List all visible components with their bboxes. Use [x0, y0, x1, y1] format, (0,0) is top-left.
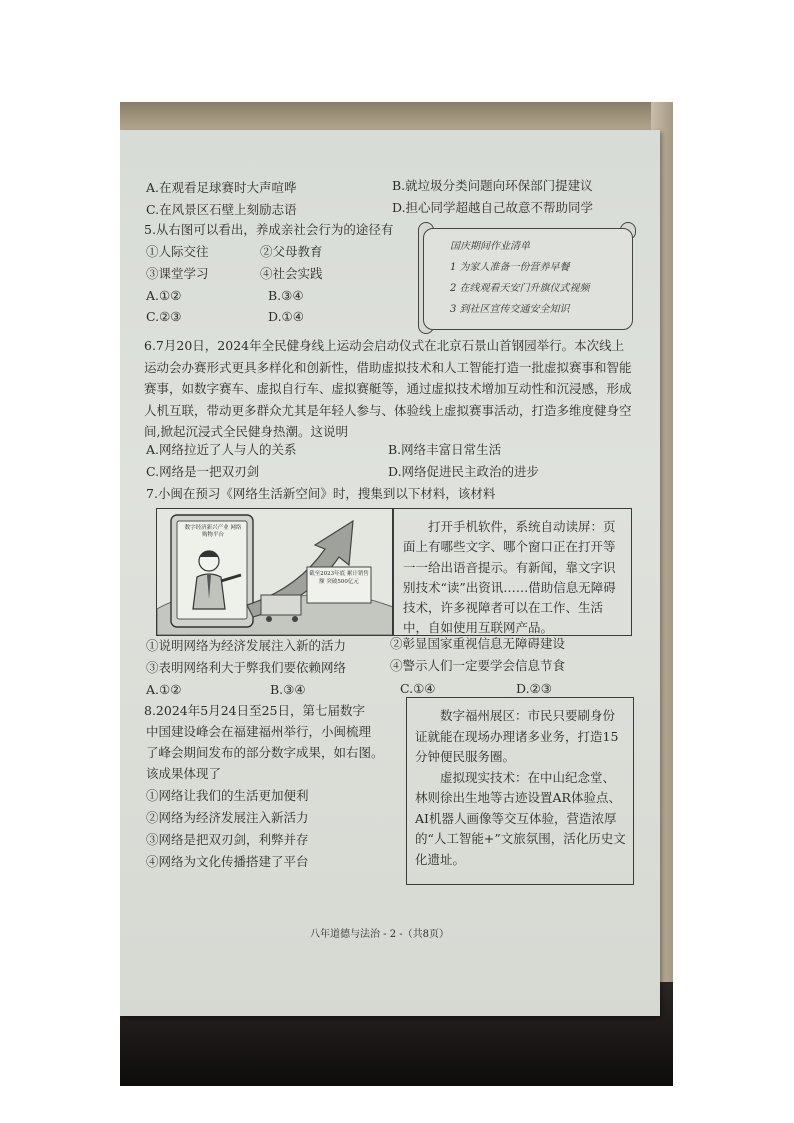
photo-frame [120, 102, 673, 1086]
q7-option-c: C.①④ [400, 681, 436, 696]
q8-stem-line-3: 了峰会期间发布的部分数字成果，如右图。 [146, 745, 384, 760]
q7-item-3: ③表明网络利大于弊我们要依赖网络 [146, 660, 347, 675]
q7-stem: 7.小闽在预习《网络生活新空间》时，搜集到以下材料，该材料 [146, 486, 496, 501]
q5-stem: 5.从右图可以看出，养成亲社会行为的途径有 [144, 222, 394, 237]
q8-item-3: ③网络是把双刃剑，利弊并存 [146, 832, 309, 847]
q6-stem: 6.7月20日，2024年全民健身线上运动会启动仪式在北京石景山首钢园举行。本次线上运动会办赛形式更具多样化和创新性，借助虚拟技术和人工智能打造一批虚拟赛事和智能赛事，如数字赛车、虚拟自行车、虚拟赛艇等，通过虚拟技术增加互动性和沉浸感，形成人机互联，带动更多群众尤其是年轻人参与、体验线上虚拟赛事活动，打造多维度健身空间,掀起沉浸式全民健身热潮。这说明 [144, 338, 632, 440]
q8-stem-line-1: 8.2024年5月24日至25日，第七届数字 [144, 703, 366, 718]
q4-option-a: A.在观看足球赛时大声喧哗 [146, 180, 297, 195]
q6-option-a: A.网络拉近了人与人的关系 [146, 442, 297, 457]
q8-stem-line-2: 中国建设峰会在福建福州举行，小闽梳理 [146, 724, 372, 739]
scroll-line-3: 3 到社区宣传交通安全知识 [450, 304, 570, 315]
q5-option-a: A.①② [146, 288, 182, 303]
q7-illustration [156, 508, 394, 636]
q7-chart-caption: 截至2023年底 累计销售额 突破500亿元 [309, 571, 369, 585]
q7-option-a: A.①② [146, 682, 182, 697]
q6-option-b: B.网络丰富日常生活 [388, 442, 502, 457]
scroll-line-2: 2 在线观看天安门升旗仪式视频 [450, 283, 590, 294]
q5-item-2: ②父母教育 [260, 244, 323, 259]
q7-tablet-caption: 数字经济新兴产业 网络购物平台 [184, 525, 242, 538]
q4-option-d: D.担心同学超越自己故意不帮助同学 [392, 200, 594, 215]
q8-item-4: ④网络为文化传播搭建了平台 [146, 854, 309, 869]
q4-option-c: C.在风景区石壁上刻励志语 [146, 202, 297, 217]
q8-box-paragraph-1: 数字福州展区：市民只要刷身份证就能在现场办理诸多业务，打造15分钟便民服务圈。 [415, 708, 619, 764]
q5-option-c: C.②③ [146, 309, 182, 324]
q8-box-paragraph-2: 虚拟现实技术：在中山纪念堂、林则徐出生地等古迹设置AR体验点、AI机器人画像等交互体验，营造浓厚的“人工智能+”文旅氛围，活化历史文化遗址。 [415, 769, 626, 867]
q5-option-d: D.①④ [268, 309, 304, 324]
scroll-line-1: 1 为家人准备一份营养早餐 [450, 262, 570, 273]
q8-text-box [406, 697, 634, 885]
q7-item-1: ①说明网络为经济发展注入新的活力 [146, 638, 347, 653]
q7-item-4: ④警示人们一定要学会信息节食 [390, 658, 566, 673]
q6-option-c: C.网络是一把双刃剑 [146, 464, 260, 479]
q8-item-1: ①网络让我们的生活更加便利 [146, 788, 309, 803]
q5-item-4: ④社会实践 [260, 266, 323, 281]
q4-option-b: B.就垃圾分类问题向环保部门提建议 [392, 178, 593, 193]
table-surface-top [120, 102, 673, 130]
page-footer: 八年道德与法治 - 2 -（共8页） [310, 929, 450, 940]
q7-option-d: D.②③ [516, 681, 552, 696]
scroll-title: 国庆期间作业清单 [450, 241, 530, 252]
q5-item-3: ③课堂学习 [146, 266, 209, 281]
q8-box-content [415, 706, 627, 870]
homework-list-scroll [423, 228, 633, 330]
q6-option-d: D.网络促进民主政治的进步 [388, 464, 540, 479]
q8-item-2: ②网络为经济发展注入新活力 [146, 810, 309, 825]
q7-text-box [392, 508, 632, 636]
q8-stem-line-4: 该成果体现了 [146, 766, 222, 781]
q5-option-b: B.③④ [268, 288, 304, 303]
q7-item-2: ②彰显国家重视信息无障碍建设 [390, 636, 566, 651]
exam-paper [120, 130, 660, 1016]
q5-item-1: ①人际交往 [146, 244, 209, 259]
q7-option-b: B.③④ [270, 682, 306, 697]
q7-box-text: 打开手机软件，系统自动读屏：页面上有哪些文字、哪个窗口正在打开等一一给出语音提示。有新闻，靠文字识别技术“读”出资讯……借助信息无障碍技术，许多视障者可以在工作、生活中，自如使用互联网产品。 [403, 519, 616, 636]
